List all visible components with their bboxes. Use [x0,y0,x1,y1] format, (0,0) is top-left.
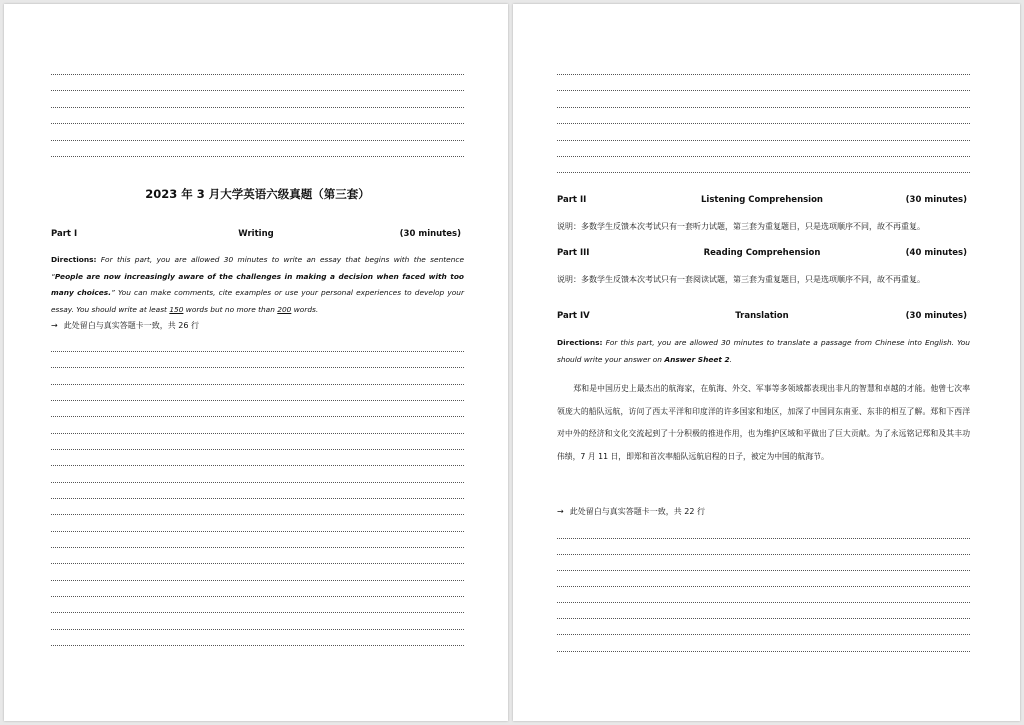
answer-line [51,449,464,450]
directions-text: For this part, you are allowed 30 minutes to write an essay that begins with the sentence “ [51,255,464,281]
answer-line [557,90,970,91]
answer-line [51,416,464,417]
arrow-right-icon: → [51,321,58,330]
reading-note: 说明：多数学生反馈本次考试只有一套阅读试题，第三套为重复题目，只是选项顺序不同，故不再重复。 [557,275,925,284]
answer-line [557,140,970,141]
right-page [513,4,1020,721]
directions-text: words but no more than [183,304,278,314]
answer-line [557,538,970,539]
part-label: Part IV [557,311,590,321]
answer-line [51,465,464,466]
answer-line [557,107,970,108]
part-label: Part II [557,195,587,205]
part-time: (30 minutes) [905,195,967,205]
directions-text: For this part, you are allowed 30 minutes to translate a passage from Chinese into English. You should write your answer on [557,338,970,364]
answer-sheet-ref: Answer Sheet 2 [664,354,730,364]
arrow-right-icon: → [557,507,564,516]
answer-line [51,140,464,141]
answer-line [51,498,464,499]
translation-passage: 郑和是中国历史上最杰出的航海家，在航海、外交、军事等多领域都表现出非凡的智慧和卓越的才能。他曾七次率领庞大的船队远航，访问了西太平洋和印度洋的许多国家和地区，加深了中国同东南亚、东非的相互了解。郑和下西洋对中外的经济和文化交流起到了十分积极的推进作用，也为维护区域和平做出了巨大贡献。为了永远铭记郑和及其丰功伟绩，7 月 11 日，即郑和首次率船队远航启程的日子，被定为中国的航海节。 [557,384,970,461]
part-label: Part III [557,248,590,258]
answer-line [51,563,464,564]
answer-line [557,651,970,652]
directions-text: words. [291,304,319,314]
part-name: Listening Comprehension [701,195,823,205]
left-page [4,4,508,721]
answer-line [51,156,464,157]
writing-directions [51,252,464,318]
answer-line [557,618,970,619]
directions-lead: Directions: [51,255,97,264]
part-label: Part I [51,229,78,239]
answer-line [557,570,970,571]
answer-line [51,384,464,385]
answer-line [51,74,464,75]
answer-line [51,531,464,532]
part-time: (30 minutes) [905,311,967,321]
part-header-listening [557,195,967,207]
blank-space-note [51,320,199,331]
answer-line [557,586,970,587]
part-name: Reading Comprehension [703,248,821,258]
essay-prompt-quote: People are now increasingly aware of the challenges in making a decision when faced with too many choices. [51,271,464,297]
answer-line [51,514,464,515]
part-header-writing [51,229,461,241]
part-header-reading [557,248,967,260]
answer-line [51,123,464,124]
answer-line [557,634,970,635]
answer-line [557,554,970,555]
answer-line [51,629,464,630]
directions-text: ” You can make comments, cite examples or use your personal experiences to develop your essay. You should write at least [51,288,464,314]
answer-line [557,123,970,124]
answer-line [51,612,464,613]
part-header-translation [557,311,967,323]
part-time: (30 minutes) [399,229,461,239]
part-name: Translation [735,311,789,321]
part-name: Writing [238,229,274,239]
answer-line [51,351,464,352]
listening-note: 说明：多数学生反馈本次考试只有一套听力试题，第三套为重复题目，只是选项顺序不同，故不再重复。 [557,222,925,231]
directions-lead: Directions: [557,338,603,347]
answer-line [51,400,464,401]
answer-line [51,433,464,434]
answer-line [51,645,464,646]
note-text: 此处留白与真实答题卡一致，共 22 行 [569,507,705,516]
answer-line [557,602,970,603]
directions-text: . [729,354,732,364]
answer-line [51,90,464,91]
answer-line [557,156,970,157]
answer-line [51,107,464,108]
translation-directions [557,335,970,368]
min-word-count: 150 [169,304,184,314]
page-title: 2023 年 3 月大学英语六级真题（第三套） [145,187,370,201]
blank-space-note [557,506,705,517]
part-time: (40 minutes) [905,248,967,258]
answer-line [557,172,970,173]
answer-line [51,580,464,581]
answer-line [557,74,970,75]
max-word-count: 200 [277,304,292,314]
answer-line [51,367,464,368]
answer-line [51,596,464,597]
answer-line [51,547,464,548]
note-text: 此处留白与真实答题卡一致，共 26 行 [63,321,199,330]
answer-line [51,482,464,483]
